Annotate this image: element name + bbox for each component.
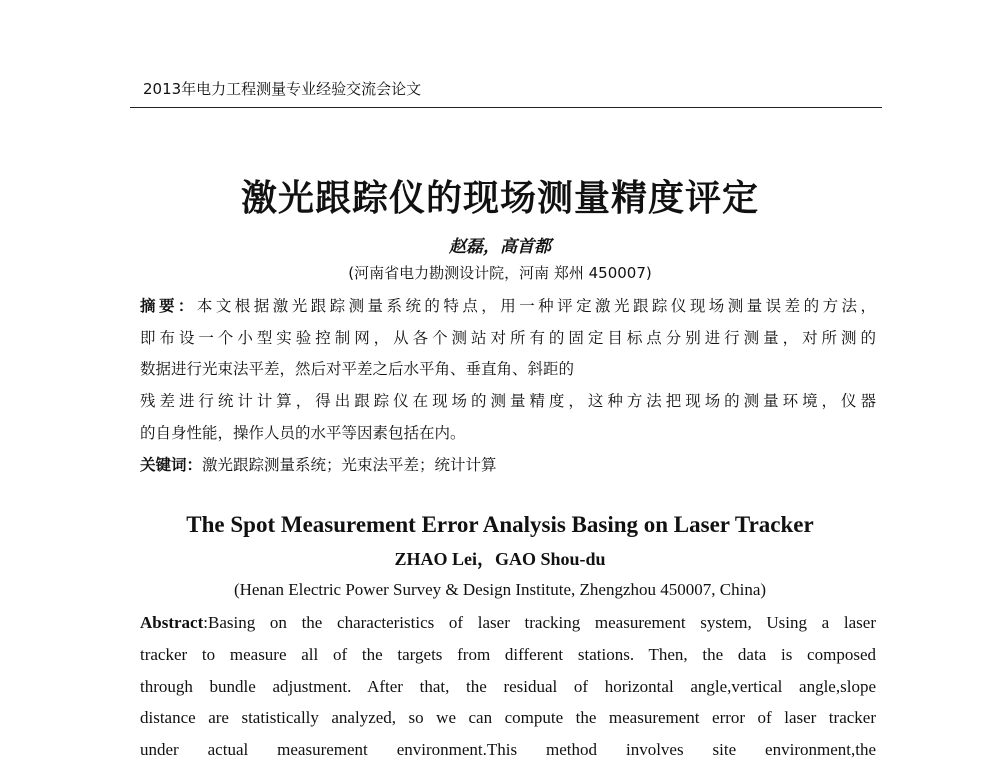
cn-abstract-line: 即布设一个小型实验控制网，从各个测站对所有的固定目标点分别进行测量，对所测的: [140, 329, 876, 347]
cn-authors: 赵磊，高首都: [449, 237, 551, 257]
en-abstract-label: Abstract: [140, 613, 204, 632]
running-header: 2013年电力工程测量专业经验交流会论文: [143, 80, 422, 98]
cn-affiliation: (河南省电力勘测设计院，河南 郑州 450007): [348, 264, 652, 282]
cn-abstract-line: 的自身性能，操作人员的水平等因素包括在内。: [140, 424, 466, 442]
cn-keywords-label: 关键词：: [140, 456, 203, 474]
cn-abstract-line: 残差进行统计计算，得出跟踪仪在现场的测量精度，这种方法把现场的测量环境，仪器: [140, 392, 876, 410]
en-abstract-line: Abstract:Basing on the characteristics of laser tracking measurement system, Using a laser: [140, 613, 876, 632]
en-abstract-line: tracker to measure all of the targets from different stations. Then, the data is composed: [140, 645, 876, 664]
cn-abstract-line: 数据进行光束法平差，然后对平差之后水平角、垂直角、斜距的: [140, 360, 575, 378]
cn-keywords: 关键词：激光跟踪测量系统；光束法平差；统计计算: [140, 456, 497, 474]
en-abstract-line: distance are statistically analyzed, so we can compute the measurement error of laser tracker: [140, 708, 876, 727]
en-title: The Spot Measurement Error Analysis Basing on Laser Tracker: [186, 512, 814, 537]
en-affiliation: (Henan Electric Power Survey & Design Institute, Zhengzhou 450007, China): [233, 580, 767, 599]
en-authors: ZHAO Lei，GAO Shou-du: [394, 549, 606, 569]
en-abstract-line: under actual measurement environment.This method involves site environment,the: [140, 740, 876, 759]
en-abstract-line: through bundle adjustment. After that, the residual of horizontal angle,vertical angle,slope: [140, 677, 876, 696]
header-rule: [130, 107, 882, 108]
cn-abstract-label: 摘要：: [140, 297, 197, 315]
cn-title: 激光跟踪仪的现场测量精度评定: [240, 178, 759, 219]
cn-abstract-line: 摘要：本文根据激光跟踪测量系统的特点，用一种评定激光跟踪仪现场测量误差的方法，: [140, 297, 876, 315]
